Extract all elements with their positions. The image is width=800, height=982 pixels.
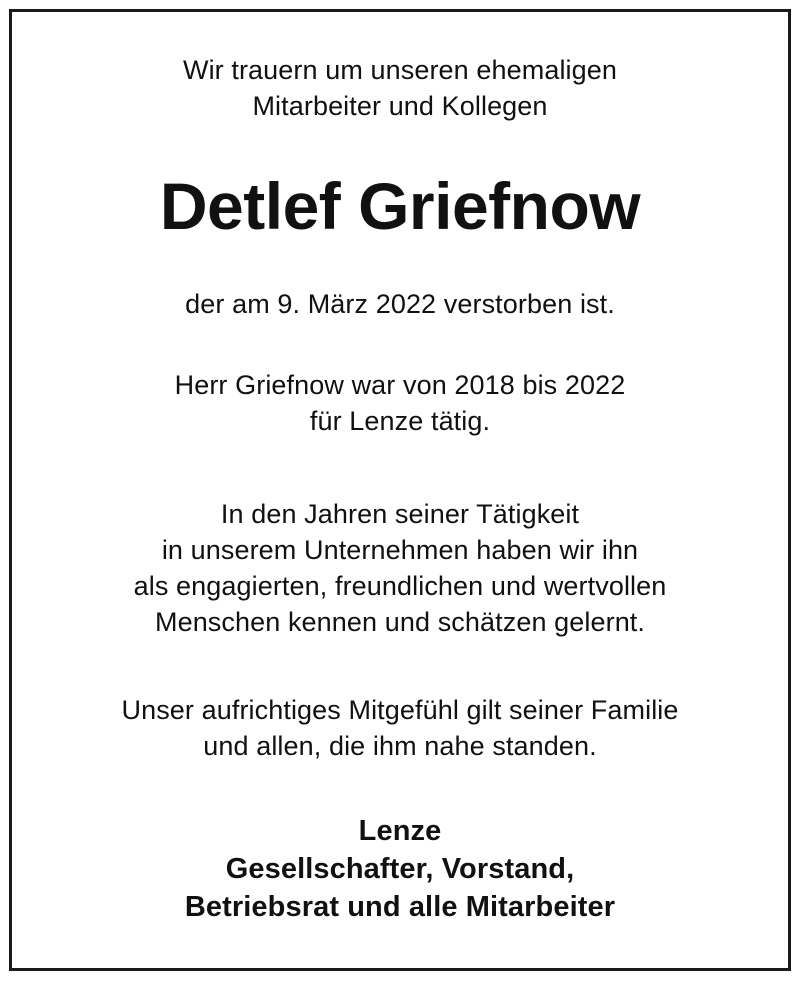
sympathy-text xyxy=(0,692,800,764)
death-date-text xyxy=(0,286,800,322)
tribute-line: In den Jahren seiner Tätigkeit xyxy=(220,499,580,529)
tenure-line: Herr Griefnow war von 2018 bis 2022 xyxy=(174,370,626,400)
intro-line: Wir trauern um unseren ehemaligen xyxy=(182,55,617,85)
tribute-line: als engagierten, freundlichen und wertvollen xyxy=(133,571,667,601)
tribute-line: in unserem Unternehmen haben wir ihn xyxy=(161,535,639,565)
sympathy-line: Unser aufrichtiges Mitgefühl gilt seiner Familie xyxy=(121,695,679,725)
signature-company: Lenze xyxy=(358,815,442,847)
signature-line: Gesellschafter, Vorstand, xyxy=(225,853,575,885)
sympathy-line: und allen, die ihm nahe standen. xyxy=(203,731,597,761)
tenure-text xyxy=(0,367,800,439)
signature-block xyxy=(0,812,800,926)
signature-line: Betriebsrat und alle Mitarbeiter xyxy=(184,891,616,923)
intro-line: Mitarbeiter und Kollegen xyxy=(252,91,548,121)
intro-text xyxy=(0,52,800,124)
tribute-text xyxy=(0,496,800,640)
death-line: der am 9. März 2022 verstorben ist. xyxy=(185,289,615,319)
tribute-line: Menschen kennen und schätzen gelernt. xyxy=(154,607,646,637)
tenure-line: für Lenze tätig. xyxy=(309,406,491,436)
deceased-name: Detlef Griefnow xyxy=(159,169,641,243)
